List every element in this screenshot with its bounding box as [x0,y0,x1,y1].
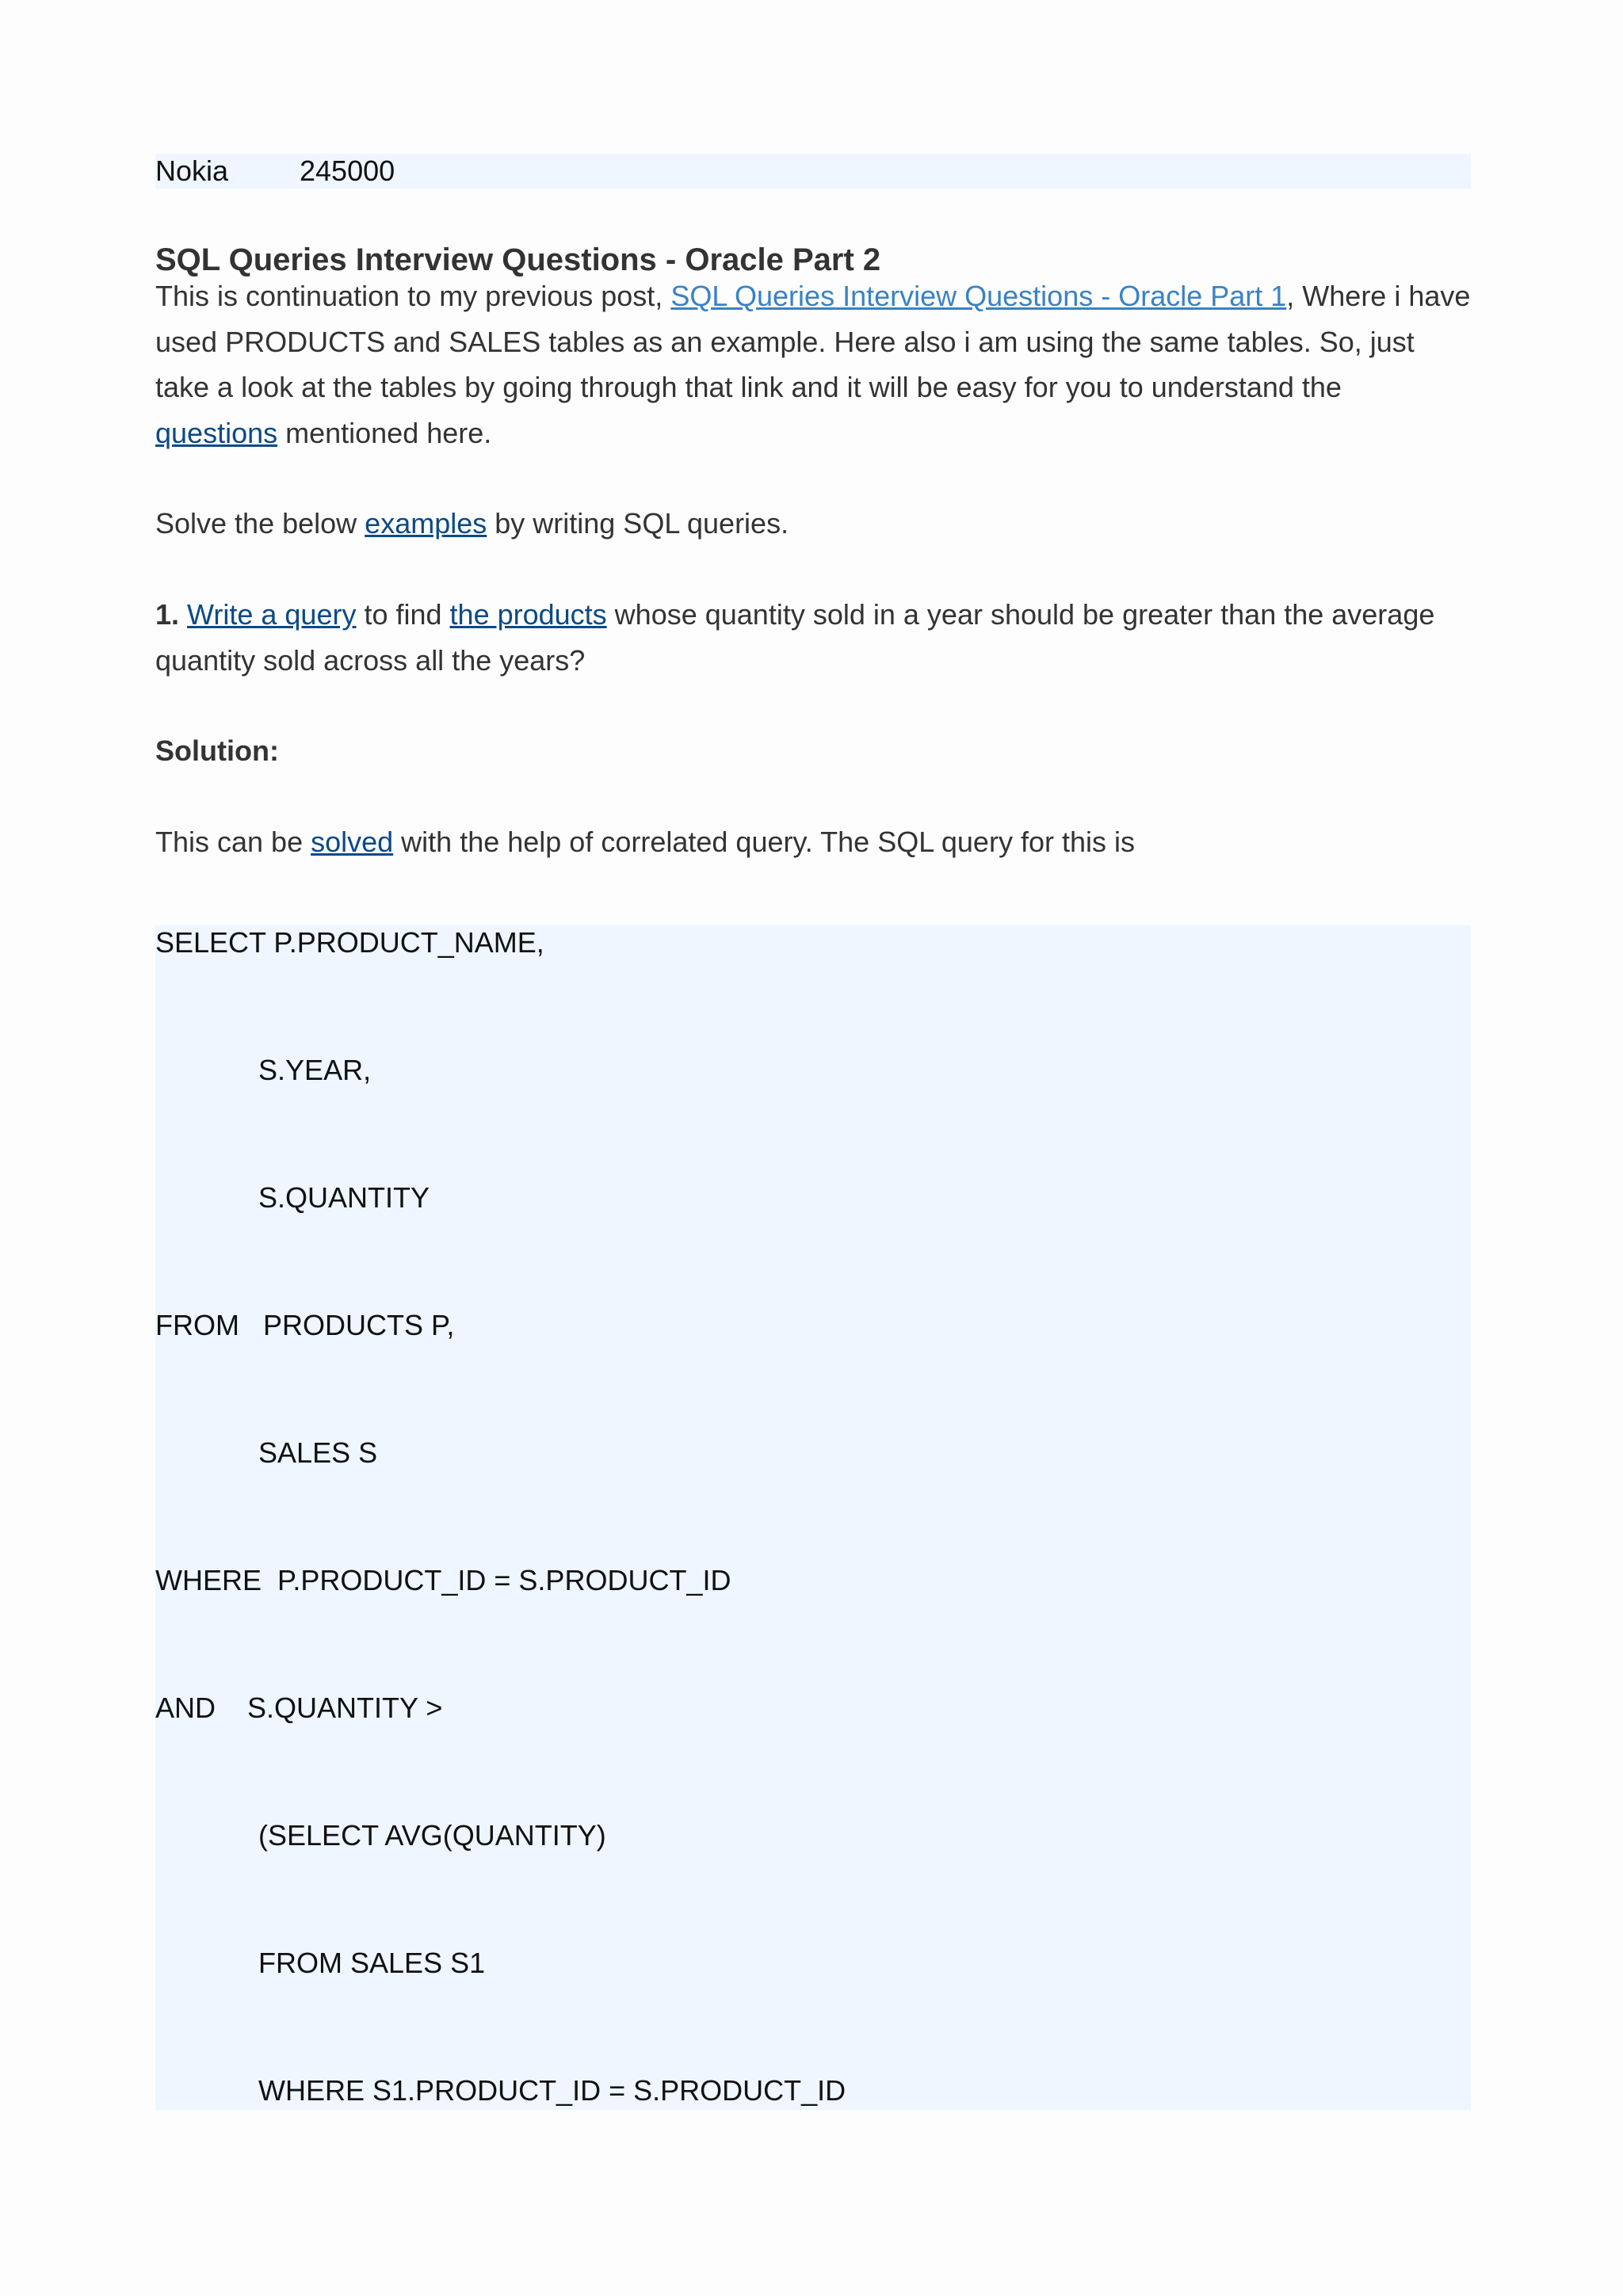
question-1 [155,592,1471,683]
link-part1[interactable]: SQL Queries Interview Questions - Oracle Part 1 [670,280,1287,312]
code-line: S.QUANTITY [155,1181,430,1214]
table-cell-value: 245000 [300,154,395,187]
question-middle: to find [356,598,450,631]
intro-paragraph [155,273,1471,456]
intro-middle: , Where i have used PRODUCTS and SALES tables as an example. Here also i am using the same tables. So, just take a look at the tables by going through that link and it will be easy for you to understand the [155,280,1471,403]
code-line: WHERE P.PRODUCT_ID = S.PRODUCT_ID [155,1564,731,1596]
code-line: SELECT P.PRODUCT_NAME, [155,926,544,959]
code-line: SALES S [155,1436,378,1469]
link-solved[interactable]: solved [311,826,394,858]
link-products[interactable]: the products [449,598,607,631]
table-cell-name: Nokia [155,154,229,187]
solve-suffix: by writing SQL queries. [487,507,789,540]
link-examples[interactable]: examples [365,507,487,540]
correlated-paragraph [155,819,1471,865]
corr-suffix: with the help of correlated query. The SQL query for this is [393,826,1135,858]
code-line: (SELECT AVG(QUANTITY) [155,1819,606,1852]
solution-label: Solution: [155,734,279,767]
sql-code-block [155,925,1471,2110]
table-row-tail [155,154,1471,189]
code-line: AND S.QUANTITY > [155,1691,443,1724]
link-write-query[interactable]: Write a query [187,598,357,631]
post-title: SQL Queries Interview Questions - Oracle Part 2 [155,242,881,277]
solve-paragraph [155,501,1471,547]
question-suffix: whose quantity sold in a year should be greater than the average quantity sold across all the years? [155,598,1435,677]
intro-prefix: This is continuation to my previous post, [155,280,671,312]
solve-prefix: Solve the below [155,507,365,540]
code-line: FROM SALES S1 [155,1947,486,1979]
question-number: 1. [155,598,180,631]
code-line: WHERE S1.PRODUCT_ID = S.PRODUCT_ID [155,2074,846,2107]
link-questions[interactable]: questions [155,416,278,449]
intro-suffix: mentioned here. [277,416,492,449]
corr-prefix: This can be [155,826,311,858]
code-line: FROM PRODUCTS P, [155,1309,455,1341]
code-line: S.YEAR, [155,1054,372,1086]
